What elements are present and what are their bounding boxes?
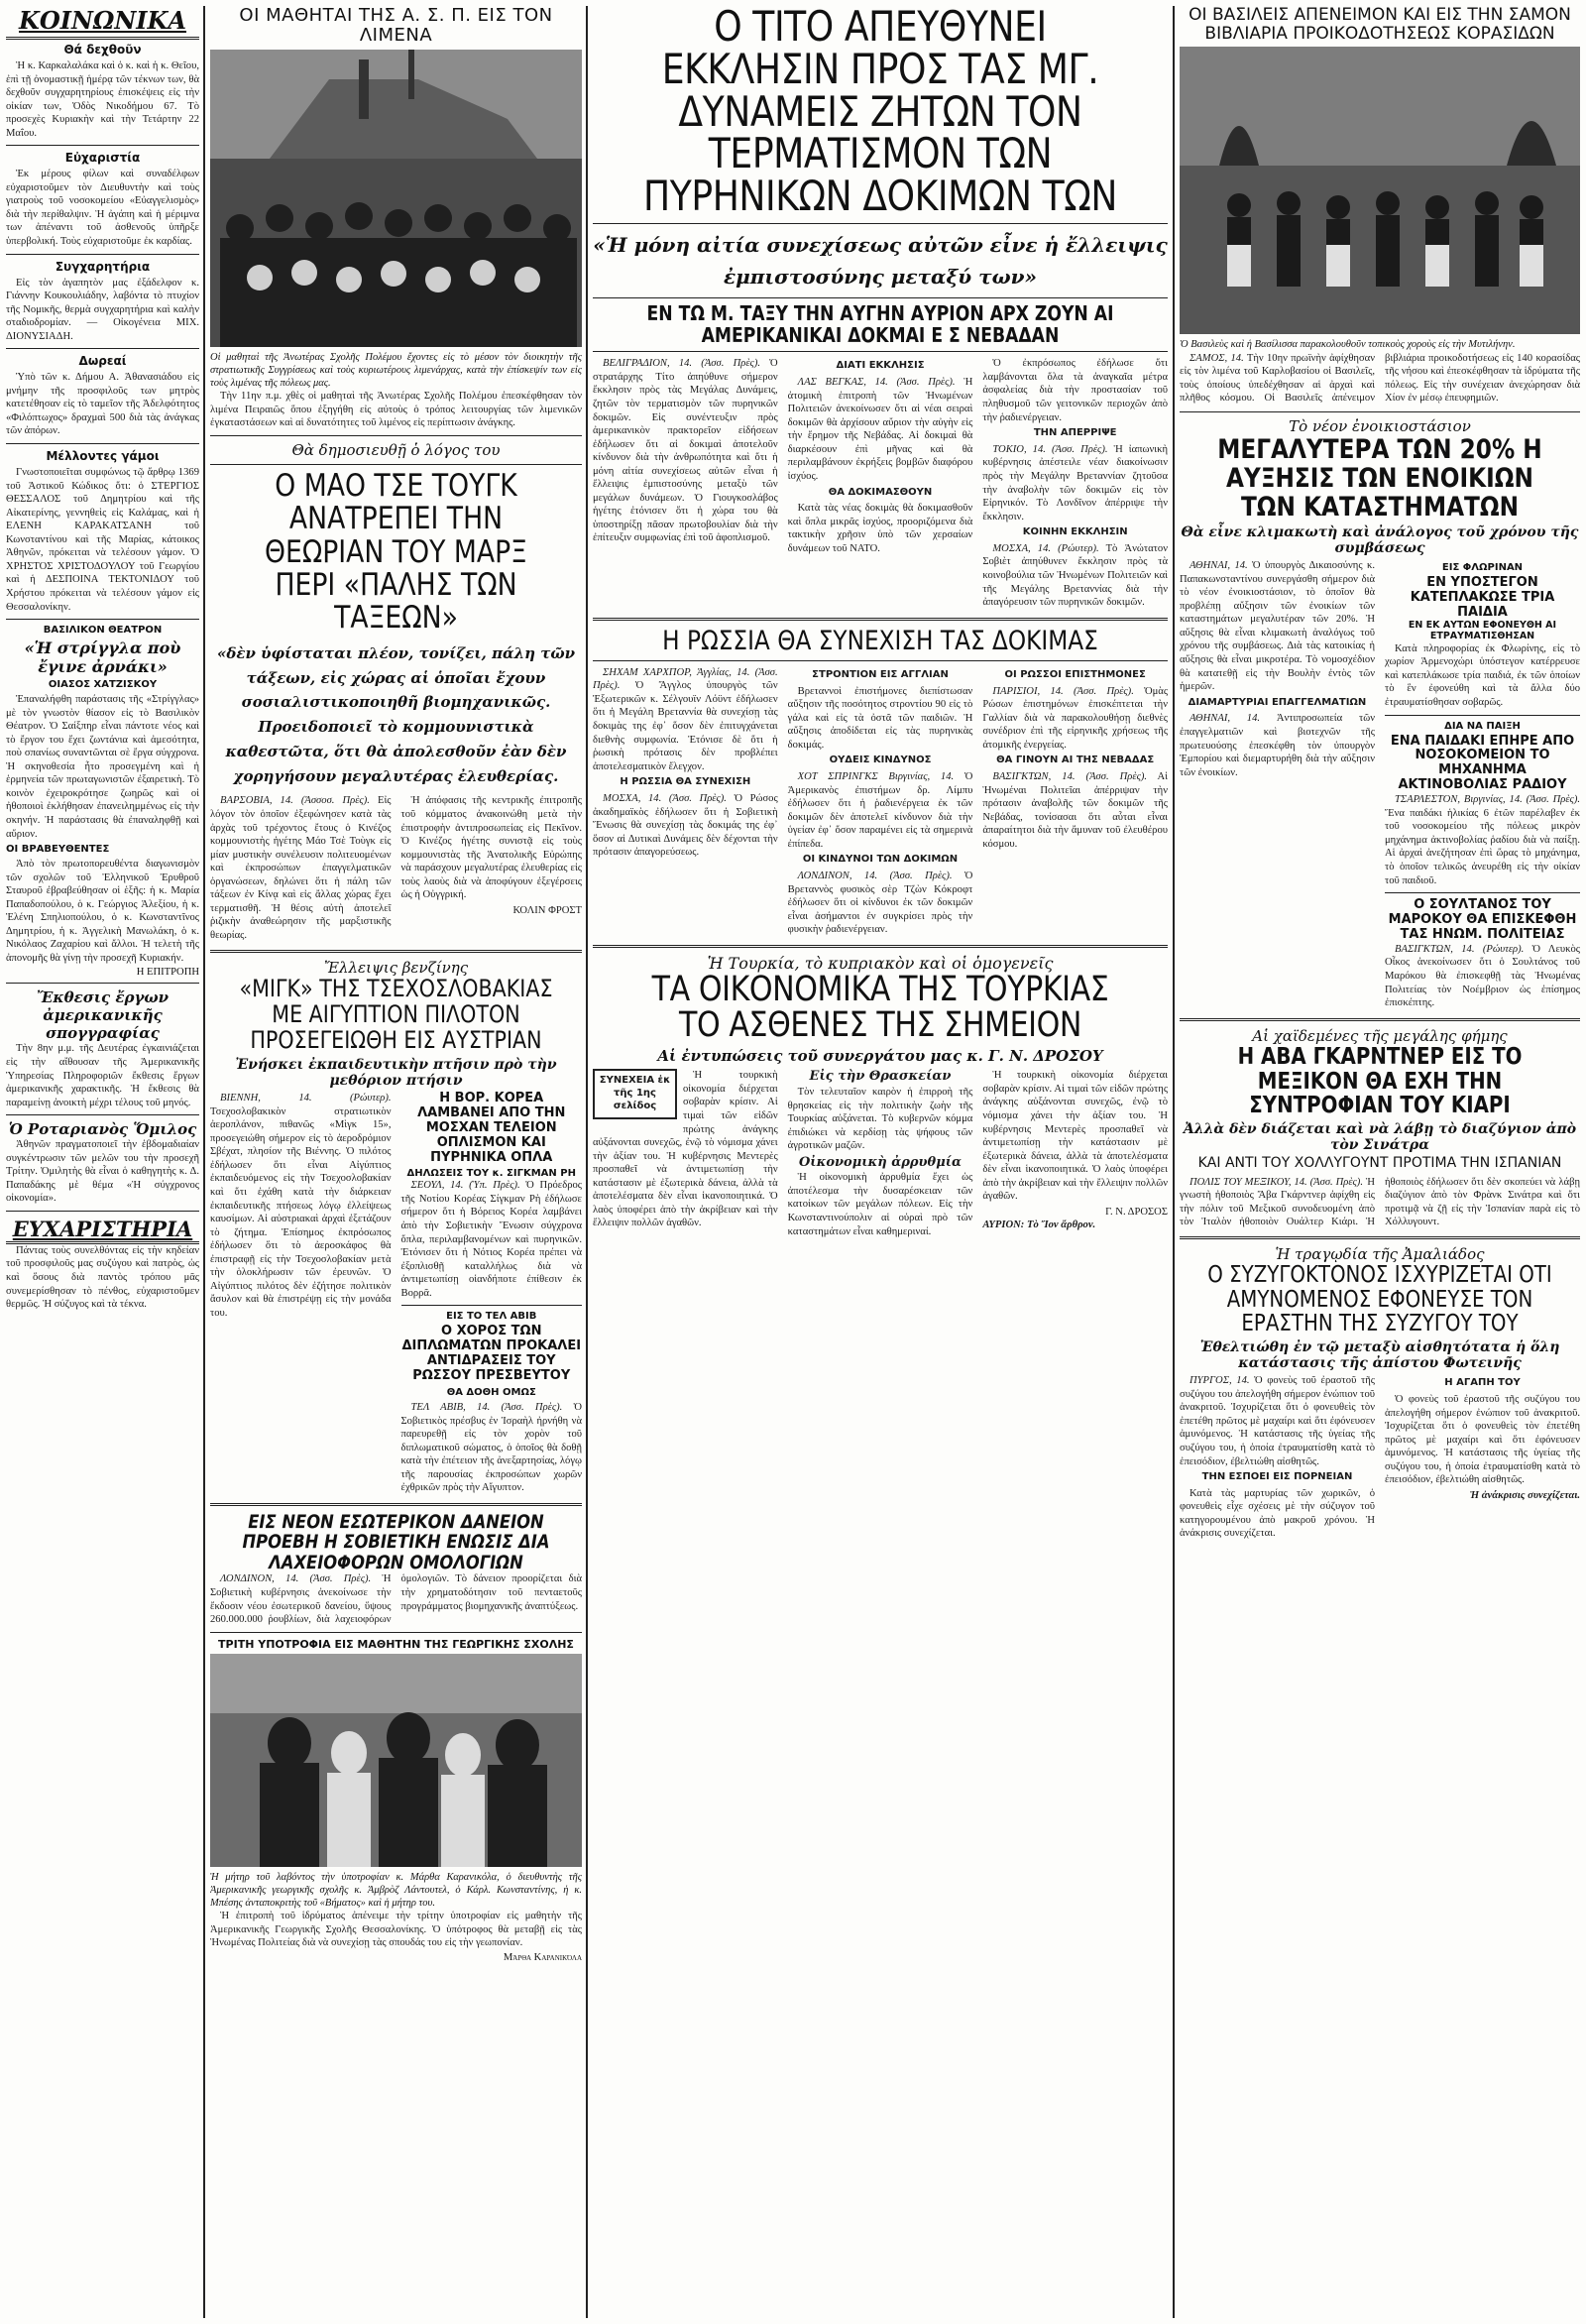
divider — [1180, 411, 1580, 412]
society-section — [6, 43, 199, 140]
dateline: ΧΟΤ ΣΠΡΙΝΓΚΣ Βιργινίας, 14. — [797, 771, 955, 783]
samos-photo — [1180, 47, 1580, 334]
telaviv-subtitle: ΘΑ ΔΟΘΗ ΟΜΩΣ — [446, 1387, 536, 1399]
section-title: Εὐχαριστία — [64, 151, 141, 166]
ava-kicker: Αἱ χαϊδεμένες τῆς μεγάλης φήμης — [1252, 1026, 1508, 1045]
mao-text-right: Ἡ ἀπόφασις τῆς κεντρικῆς ἐπιτροπῆς τοῦ κόμματος ἀνακοινώθη μετὰ τὴν ἐπιστροφὴν ἀντιπροσωπείας εἰς Πεκῖνον. Ὁ Κινέζος ἡγέτης συνιστᾷ εἰς τοὺς κομμουνιστὰς τῆς Ἀνατολικῆς Εὐρώπης νὰ παράσχουν μεγαλυτέρας ἐλευθερίας εἰς τοὺς λαοὺς διὰ νὰ ἀποφύγουν ἐξεγέρσεις ὡς ἡ Οὐγγρική. ΚΟΛΙΝ ΦΡΟΣΤ — [400, 795, 582, 916]
amaliada-title: Ο ΣΥΖΥΓΟΚΤΟΝΟΣ ΙΣΧΥΡΙΖΕΤΑΙ ΟΤΙ ΑΜΥΝΟΜΕΝΟΣ ΕΦΟΝΕΥΣΕ ΤΟΝ ΕΡΑΣΤΗΝ ΤΗΣ ΣΥΖΥΓΟΥ ΤΟΥ — [1207, 1261, 1552, 1337]
dateline: ΤΟΚΙΟ, 14. (Ἀσσ. Πρὲς). — [992, 443, 1108, 455]
rotary-text: Ἀθηνῶν πραγματοποιεῖ τὴν ἑβδομαδιαίαν συγκέντρωσιν τῶν μελῶν του τὴν προσεχῆ Τρίτην. Ὁμιλητὴς θὰ εἶναι ὁ καθηγητὴς κ. Δ. Παπαδάκης μὲ θέμα «Ἡ σύγχρονος οἰκονομία». — [6, 1139, 199, 1205]
dateline: ΜΟΣΧΑ, 14. (Ἀσσ. Πρὲς). — [603, 793, 727, 804]
russia-col-2: ΣΤΡΟΝΤΙΟΝ ΕΙΣ ΑΓΓΛΙΑΝ Βρεταννοὶ ἐπιστήμονες διεπίστωσαν αὔξησιν τῆς ποσότητος στροντίου 90 εἰς τὸ γάλα καὶ εἰς τὰ ὀστᾶ τῶν παιδιῶν. Ἡ αὔξησις ἀποδίδεται εἰς τὰς πυρηνικὰς δοκιμάς. ΟΥΔΕΙΣ ΚΙΝΔΥΝΟΣ ΧΟΤ ΣΠΡΙΝΓΚΣ Βιργινίας, 14. Ὁ Ἀμερικανὸς ἐπιστήμων δρ. Λίμπυ ἐδήλωσεν ὅτι ἡ ῥαδιενέργεια ἐκ τῶν δοκιμῶν δὲν ἀποτελεῖ κίνδυνον διὰ τὴν ὑγείαν ἐφ᾽ ὅσον παραμένει εἰς τὰ σημερινὰ ἐπίπεδα. ΟΙ ΚΙΝΔΥΝΟΙ ΤΩΝ ΔΟΚΙΜΩΝ ΛΟΝΔΙΝΟΝ, 14. (Ἀσσ. Πρὲς). Ὁ Βρεταννὸς φυσικὸς σὲρ Τζὼν Κόκροφτ ἐδήλωσεν ὅτι οἱ κίνδυνοι ἐκ τῶν δοκιμῶν εἶναι ἀσήμαντοι ἐν συγκρίσει πρὸς τὴν φυσικὴν ῥαδιενέργειαν. — [787, 668, 973, 936]
radio-text: ΤΣΑΡΛΕΣΤΟΝ, Βιργινίας, 14. (Ἀσσ. Πρὲς). Ἕνα παιδάκι ἡλικίας 6 ἐτῶν παρέλαβεν ἐκ τοῦ νοσοκομείου τῆς πόλεως μικρὸν μηχάνημα ἀκτινοβολίας ῥαδίου διὰ νὰ παίξῃ. Αἱ ἀρχαὶ ἀνεζήτησαν ἐπὶ ὥρας τὸ μηχάνημα, τὸ ὁποῖον τελικῶς ἀνευρέθη εἰς τὴν οἰκίαν τοῦ παιδιοῦ. — [1385, 794, 1580, 886]
korea-block — [401, 1092, 583, 1497]
naval-photo — [210, 50, 582, 347]
school-photo — [210, 1654, 582, 1867]
society-masthead: ΚΟΙΝΩΝΙΚΑ — [6, 6, 199, 40]
divider — [210, 1503, 582, 1506]
divider — [1180, 1236, 1580, 1239]
section-label: ΔΙΑΜΑΡΤΥΡΙΑΙ ΕΠΑΓΓΕΛΜΑΤΙΩΝ — [1188, 696, 1367, 708]
divider — [1385, 715, 1580, 716]
section-text: Ἡ κ. Καρκαλαλάκα καὶ ὁ κ. καὶ ἡ κ. Θεῖου, ἐπὶ τῇ ὀνομαστικῇ ἡμέρᾳ τῶν τέκνων των, θὰ δεχθοῦν συγχαρητηρίους ἐπισκέψεις εἰς τὴν οἰκίαν των, Ὁδὸς Νικοδήμου 67. Τὸ προσεχὲς Κυριακὴν καὶ τὴν Τετάρτην 22 Μαΐου. — [6, 60, 199, 139]
divider — [593, 351, 1168, 352]
column-rule — [586, 6, 588, 2318]
society-section — [6, 449, 199, 614]
section-label: ΘΑ ΓΙΝΟΥΝ ΑΙ ΤΗΣ ΝΕΒΑΔΑΣ — [996, 755, 1155, 766]
dateline: ΒΙΕΝΝΗ, 14. (Ρώυτερ). — [220, 1093, 392, 1104]
cast-text: Ἀπὸ τὸν πρωτοπορευθέντα διαγωνισμὸν τῶν σχολῶν τοῦ Ἐλληνικοῦ Ἐρυθροῦ Σταυροῦ ἐβραβεύθησαν οἱ ἑξῆς: ἡ κ. Μαρία Παπαδοπούλου, ὁ κ. Γεώργιος Ἀλεξίου, ἡ κ. Ἑλένη Σπηλιοπούλου, ὁ κ. Κωνσταντῖνος Δημητρίου, ἡ κ. Ἀγγελικὴ Μανωλάκη, ὁ κ. Νικόλαος Ζαχαρίου καὶ ἄλλοι. Ἡ τελετὴ τῆς ἀπονομῆς θὰ γίνῃ τὴν προσεχῆ Κυριακήν. — [6, 859, 199, 964]
ava-title: Η ΑΒΑ ΓΚΑΡΝΤΝΕΡ ΕΙΣ ΤΟ ΜΕΞΙΚΟΝ ΘΑ ΕΧΗ ΤΗΝ ΣΥΝΤΡΟΦΙΑΝ ΤΟΥ ΚΙΑΡΙ — [1237, 1043, 1523, 1119]
divider — [210, 1632, 582, 1633]
tito-body — [593, 357, 1168, 611]
section-label: Οἰκονομικὴ ἀρρυθμία — [798, 1154, 963, 1170]
naval-caption: Οἱ μαθηταὶ τῆς Ἀνωτέρας Σχολῆς Πολέμου ἔχοντες εἰς τὸ μέσον τὸν διοικητὴν τῆς στρατιωτικῆς Συγγρίσεως καὶ τοὺς κυριωτέρους λιμενάρχας, κατὰ τὴν ἐπίσκεψίν των εἰς τοὺς λιμένας τῆς πόλεως μας. — [210, 351, 582, 389]
tito-title: Ο ΤΙΤΟ ΑΠΕΥΘΥΝΕΙ ΕΚΚΛΗΣΙΝ ΠΡΟΣ ΤΑΣ ΜΓ. ΔΥΝΑΜΕΙΣ ΖΗΤΩΝ ΤΟΝ ΤΕΡΜΑΤΙΣΜΟΝ ΤΩΝ ΠΥΡΗΝΙΚΩΝ ΔΟΚΙΜΩΝ ΤΩΝ — [642, 6, 1118, 221]
rents-subtitle: Θὰ εἶνε κλιμακωτὴ καὶ ἀνάλογος τοῦ χρόνου τῆς συμβάσεως — [1181, 524, 1579, 557]
school-photo-image — [210, 1654, 582, 1867]
divider — [1180, 1018, 1580, 1021]
section-label: ΟΙ ΡΩΣΣΟΙ ΕΠΙΣΤΗΜΟΝΕΣ — [1004, 668, 1146, 680]
dateline: ΣΑΜΟΣ, 14. — [1190, 352, 1244, 364]
mao-text-left: ΒΑΡΣΟΒΙΑ, 14. (Ἀσσοσ. Πρὲς). Εἰς λόγον τὸν ὁποῖον ἐξεφώνησεν κατὰ τὰς ἀρχὰς τοῦ τρέχοντος ἔτους ὁ Κινέζος κομμουνιστὴς ἡγέτης Μάο Τσὲ Τοὺγκ εἰς μίαν μυστικὴν συνέλευσιν πολιτευομένων καὶ ἐκπροσώπων ἐπαγγελματικῶν ὀργανώσεων, δηλώνει ὅτι ἡ πάλη τῶν τάξεων ἐν Κίνᾳ καὶ εἰς ἄλλας χώρας ἔχει τερματισθῆ. Ἡ θέσις αὐτὴ ἀποτελεῖ ῥιζικὴν ἀναθεώρησιν τῆς μαρξιστικῆς θεωρίας. — [210, 795, 392, 941]
theatre-text: Ἐπαναλήφθη παράστασις τῆς «Στρίγγλας» μὲ τὸν γνωστὸν θίασον εἰς τὸ Βασιλικὸν Θέατρον. Ὁ Σαίξπηρ εἶναι πάντοτε νέος καὶ τὸ ἔργον του ἔχει ζωντάνια καὶ ἀμεσότητα, ποὺ σπανίως συναντῶνται σὲ ἔργα σύγχρονα. Ἡ σκηνοθεσία ἦτο προσεγμένη καὶ ἡ ἑρμηνεία τῶν πρωταγωνιστῶν ἐξαιρετικὴ. Τὸ κοινὸν ἐχειροκρότησε ζωηρῶς καὶ οἱ ἠθοποιοὶ ἐκλήθησαν ἐπανειλημμένως εἰς τὴν σκηνήν. Ἡ παράστασις θὰ ἐπαναληφθῇ καὶ αὔριον. — [6, 694, 199, 840]
ava-subhead: ΚΑΙ ΑΝΤΙ ΤΟΥ ΧΟΛΛΥΓΟΥΝΤ ΠΡΟΤΙΜΑ ΤΗΝ ΙΣΠΑΝΙΑΝ — [1197, 1155, 1562, 1172]
continued-box: ΣΥΝΕΧΕΙΑ ἐκ τῆς 1ης σελίδος — [593, 1069, 677, 1118]
rents-title: ΜΕΓΑΛΥΤΕΡΑ ΤΩΝ 20% Η ΑΥΞΗΣΙΣ ΤΩΝ ΕΝΟΙΚΙΩΝ ΤΩΝ ΚΑΤΑΣΤΗΜΑΤΩΝ — [1217, 433, 1542, 523]
divider — [593, 223, 1168, 224]
section-text: Εἰς τὸν ἀγαπητὸν μας ἐξάδελφον κ. Γιάννην Κουκουλιάδην, λαβόντα τὸ πτυχίον τῆς Νομικῆς, θερμὰ συγχαρητήρια καὶ καλὴν σταδιοδρομίαν. — Οἰκογένεια ΜΙΧ. ΔΙΟΝΥΣΙΑΔΗ. — [6, 277, 199, 342]
section-label: ΟΥΔΕΙΣ ΚΙΝΔΥΝΟΣ — [829, 755, 932, 766]
mig-title: «ΜΙΓΚ» ΤΗΣ ΤΣΕΧΟΣΛΟΒΑΚΙΑΣ ΜΕ ΑΙΓΥΠΤΙΟΝ ΠΙΛΟΤΟΝ ΠΡΟΣΕΓΕΙΩΘΗ ΕΙΣ ΑΥΣΤΡΙΑΝ — [239, 975, 553, 1055]
korea-text: ΣΕΟΥΛ, 14. (Ὑπ. Πρὲς). Ὁ Πρόεδρος τῆς Νοτίου Κορέας Σίγκμαν Ρὴ ἐδήλωσε σήμερον ὅτι ἡ Βόρειος Κορέα λαμβάνει ἀπὸ τὴν Σοβιετικὴν Ἕνωσιν σύγχρονα ὅπλα, περιλαμβανομένων καὶ πυρηνικῶν. Ἐτόνισεν ὅτι ἡ Νότιος Κορέα πρέπει νὰ ἐξοπλισθῇ καταλλήλως διὰ νὰ ἀντιμετωπίσῃ οἱανδήποτε ἐπίθεσιν ἐκ Βορρᾶ. — [400, 1180, 582, 1299]
section-text: Ἐκ μέρους φίλων καὶ συναδέλφων εὐχαριστοῦμεν τὸν Διευθυντὴν καὶ τοὺς γιατροὺς τοῦ νοσοκομείου «Εὐαγγελισμὸς» διὰ τὴν περίθαλψιν. Ἡ ἀγάπη καὶ ἡ μέριμνα των ἀπέναντι τοῦ ἀσθενοῦς ὑπῆρξε ὑπερβολική. Τοὺς εὐχαριστοῦμε ἐκ καρδίας. — [6, 169, 199, 248]
section-title: Συγχαρητήρια — [55, 259, 151, 274]
section-title: Δωρεαί — [78, 354, 127, 369]
divider — [593, 945, 1168, 948]
divider — [210, 435, 582, 436]
turkey-col-2: Εἰς τὴν Θρασκείαν Τὸν τελευταῖον καιρὸν ἡ ἐπιρροὴ τῆς θρησκείας εἰς τὴν πολιτικὴν ζωὴν τῆς Τουρκίας αὐξάνεται. Τὸ κυβερνῶν κόμμα ἐπιδιώκει νὰ κερδίσῃ τὰς ψήφους τῶν ἀγροτικῶν μαζῶν. Οἰκονομικὴ ἀρρυθμία Ἡ οἰκονομικὴ ἀρρυθμία ἔχει ὡς ἀποτέλεσμα τὴν δυσαρέσκειαν τῶν κατοίκων τῶν μεγάλων πόλεων. Εἰς τὴν Κωνσταντινούπολιν αἱ οὐραὶ πρὸ τῶν καταστημάτων εἶναι καθημεριναί. — [787, 1069, 973, 1237]
dateline: ΠΑΡΙΣΙΟΙ, 14. (Ἀσσ. Πρὲς). — [992, 685, 1134, 697]
column-three — [593, 6, 1168, 2318]
mao-subtitle: «δὲν ὑφίσταται πλέον, τονίζει, πάλη τῶν τάξεων, εἰς χώρας αἱ ὁποῖαι ἔχουν σοσιαλιστικοποιηθῆ βιομηχανικῶς. Προειδοποιεῖ τὸ κομμουνιστικὰ καθεστῶτα, ὅτι θὰ ἀπολεσθοῦν ἐὰν δὲν χορηγήσουν μεγαλυτέρας ἐλευθερίας. — [216, 643, 576, 785]
rents-body — [1180, 559, 1580, 1012]
telaviv-label: ΕΙΣ ΤΟ ΤΕΛ ΑΒΙΒ — [446, 1311, 537, 1323]
naval-text: Τὴν 11ην π.μ. χθὲς οἱ μαθηταὶ τῆς Ἀνωτέρας Σχολῆς Πολέμου ἐπεσκέφθησαν τὸν λιμένα Πειραιῶς ὅπου ἐξηγήθη εἰς αὐτοὺς ὁ τρόπος λειτουργίας τῶν λιμενικῶν ἐγκαταστάσεων καὶ αἱ δυνατότητες τοῦ λιμένος εἰς περίπτωσιν ἀνάγκης. — [210, 390, 582, 429]
florina-title: ΕΝ ΥΠΟΣΤΕΓΟΝ ΚΑΤΕΠΛΑΚΩΣΕ ΤΡΙΑ ΠΑΙΔΙΑ — [1410, 575, 1555, 621]
amaliada-subtitle: Ἐθελτιώθη ἐν τῷ μεταξὺ αἰσθητότατα ἡ ὅλη κατάστασις τῆς ἀπίστου Φωτεινῆς — [1199, 1339, 1560, 1372]
samos-text: ΣΑΜΟΣ, 14. Τὴν 10ην πρωϊνὴν ἀφίχθησαν εἰς τὸν λιμένα τοῦ Καρλοβασίου οἱ Βασιλεῖς, τοὺς ὁποίους ὑπεδέχθησαν αἱ ἀρχαὶ καὶ πλῆθος κόσμου. Οἱ Βασιλεῖς ἀπένειμον βιβλιάρια προικοδοτήσεως εἰς 140 κορασίδας τῆς νήσου καὶ ἐπεσκέφθησαν τὰ ἱδρύματα τῆς πόλεως. Εἰς τὴν συνέχειαν ἀνεχώρησαν διὰ Χίον ἐν μέσῳ ἐπευφημιῶν. — [1180, 352, 1580, 405]
thanks-masthead: ΕΥΧΑΡΙΣΤΗΡΙΑ — [6, 1217, 199, 1244]
column-two — [210, 6, 582, 2318]
mig-korea-body — [210, 1092, 582, 1497]
amaliada-text: ΠΥΡΓΟΣ, 14. Ὁ φονεὺς τοῦ ἐραστοῦ τῆς συζύγου του ἀπελογήθη σήμερον ἐνώπιον τοῦ ἀνακριτοῦ. Ἰσχυρίζεται ὅτι ὁ φονευθεὶς τὸν ἐπετέθη πρῶτος μὲ μαχαίρι καὶ ὅτι ἐφόνευσεν ἀμυνόμενος. Ἡ κατάστασις τῆς ὑγείας τῆς συζύγου του, ἡ ὁποία ἐτραυματίσθη κατὰ τὸ ἐπεισόδιον, ἐβελτιώθη αἰσθητῶς. ΤΗΝ ΕΣΠΟΕΙ ΕΙΣ ΠΟΡΝΕΙΑΝ Κατὰ τὰς μαρτυρίας τῶν χωρικῶν, ὁ φονευθεὶς εἶχε σχέσεις μὲ τὴν σύζυγον τοῦ κατηγορουμένου ἀπὸ μακροῦ χρόνου. Ἡ ἀνάκρισις συνεχίζεται. — [1180, 1375, 1376, 1540]
divider — [6, 145, 199, 146]
divider — [6, 619, 199, 620]
divider — [6, 348, 199, 349]
dateline: ΤΣΑΡΛΕΣΤΟΝ, Βιργινίας, 14. (Ἀσσ. Πρὲς). — [1395, 794, 1580, 806]
tito-subtitle: «Ἡ μόνη αἰτία συνεχίσεως αὐτῶν εἶνε ἡ ἔλλειψις ἐμπιστοσύνης μεταξύ των» — [593, 233, 1168, 290]
mig-kicker: Ἔλλειψις βενζίνης — [323, 959, 469, 978]
column-four — [1180, 6, 1580, 2318]
divider — [593, 618, 1168, 621]
turkey-body — [593, 1069, 1168, 1240]
dateline: ΣΕΟΥΛ, 14. (Ὑπ. Πρὲς). — [410, 1180, 520, 1192]
divider — [1385, 892, 1580, 893]
amaliada-kicker: Ἡ τραγῳδία τῆς Ἀμαλιάδος — [1275, 1244, 1485, 1263]
russia-col-3: ΟΙ ΡΩΣΣΟΙ ΕΠΙΣΤΗΜΟΝΕΣ ΠΑΡΙΣΙΟΙ, 14. (Ἀσσ. Πρὲς). Ὁμὰς Ρώσων ἐπιστημόνων ἐπισκέπτεται τὴν Γαλλίαν διὰ νὰ παρακολουθήσῃ διεθνὲς συνέδριον ἐπὶ τῆς εἰρηνικῆς χρήσεως τῆς ἀτομικῆς ἐνεργείας. ΘΑ ΓΙΝΟΥΝ ΑΙ ΤΗΣ ΝΕΒΑΔΑΣ ΒΑΣΙΓΚΤΩΝ, 14. (Ἀσσ. Πρὲς). Αἱ Ἡνωμέναι Πολιτεῖαι ἀπέρριψαν τὴν πρότασιν ἀναβολῆς τῶν δοκιμῶν τῆς Νεβάδας, τονίσασαι ὅτι αὗται εἶναι ἀπαραίτητοι διὰ τὴν ἄμυναν τοῦ ἐλευθέρου κόσμου. — [982, 668, 1168, 850]
section-text: Γνωστοποιεῖται συμφώνως τῷ ἄρθρῳ 1369 τοῦ Ἀστικοῦ Κώδικος ὅτι: ὁ ΣΤΕΡΓΙΟΣ ΘΕΣΣΑΛΟΣ τοῦ Δημητρίου καὶ τῆς Αἰκατερίνης, γεννηθεὶς εἰς Καλάμας, καὶ ἡ ΕΛΕΝΗ ΚΑΡΑΚΑΤΣΑΝΗ τοῦ Κωνσταντίνου καὶ τῆς Μαρίας, κάτοικος Ἀθηνῶν, πρόκειται νὰ τελέσουν γάμον. Ὁ ΧΡΗΣΤΟΣ ΧΡΙΣΤΟΔΟΥΛΟΥ τοῦ Γεωργίου καὶ ἡ ΔΕΣΠΟΙΝΑ ΤΕΚΤΟΝΙΔΟΥ τοῦ Χρήστου πρόκειται νὰ τελέσουν γάμον εἰς Θεσσαλονίκην. — [6, 467, 199, 613]
naval-title: ΟΙ ΜΑΘΗΤΑΙ ΤΗΣ Α. Σ. Π. ΕΙΣ ΤΟΝ ΛΙΜΕΝΑ — [239, 6, 553, 46]
section-label: Η ΑΓΑΠΗ ΤΟΥ — [1444, 1377, 1521, 1389]
russia-body — [593, 666, 1168, 939]
divider — [6, 983, 199, 984]
florina-label: ΕΙΣ ΦΛΩΡΙΝΑΝ — [1441, 562, 1524, 574]
turkey-footer: ΑΥΡΙΟΝ: Τὸ Ἴον ἄρθρον. — [982, 1220, 1096, 1231]
dateline: ΒΑΣΙΓΚΤΩΝ, 14. (Ἀσσ. Πρὲς). — [992, 771, 1148, 783]
section-label: ΔΙΑΤΙ ΕΚΚΛΗΣΙΣ — [836, 360, 925, 372]
ava-subtitle: Ἀλλὰ δὲν διάζεται καὶ νὰ λάβῃ τὸ διαζύγιον ἀπὸ τὸν Σινάτρα — [1183, 1121, 1577, 1154]
divider — [210, 950, 582, 953]
dateline: ΤΕΛ ΑΒΙΒ, 14. (Ἀσσ. Πρὲς). — [410, 1402, 563, 1414]
turkey-col-1: ΣΥΝΕΧΕΙΑ ἐκ τῆς 1ης σελίδος Ἡ τουρκικὴ οἰκονομία διέρχεται σοβαρὰν κρίσιν. Αἱ τιμαὶ τῶν εἰδῶν πρώτης ἀνάγκης αὐξάνονται συνεχῶς, ἐνῷ τὸ νόμισμα χάνει τὴν ἀξίαν του. Ἡ κυβέρνησις Μεντερὲς προσπαθεῖ νὰ ἀντιμετωπίσῃ τὴν κατάστασιν μὲ ἐξωτερικὰ δάνεια, ἀλλὰ τὰ ἀποτελέσματα δὲν εἶναι ἱκανοποιητικά. Ὁ λαὸς ὑποφέρει ἀπὸ τὴν ἀκρίβειαν καὶ τὴν ἔλλειψιν πολλῶν ἀγαθῶν. — [593, 1070, 778, 1229]
florina-subtitle: ΕΝ ΕΚ ΑΥΤΩΝ ΕΦΟΝΕΥΘΗ ΑΙ ΕΤΡΑΥΜΑΤΙΣΘΗΣΑΝ — [1408, 619, 1557, 641]
dateline: ΛΟΝΔΙΝΟΝ, 14. (Ἀσσ. Πρὲς). — [797, 871, 953, 882]
section-text: Ὑπὸ τῶν κ. Δήμου Α. Ἀθανασιάδου εἰς μνήμην τῆς προσφιλοῦς των μητρὸς κατετέθησαν εἰς τὸ ταμεῖον τῆς Ἀδελφότητος «Φιλόπτωχος» δραχμαὶ 500 διὰ τὰς ἀνάγκας τῶν ἀπόρων. — [6, 372, 199, 437]
radio-title: ΕΝΑ ΠΑΙΔΑΚΙ ΕΠΗΡΕ ΑΠΟ ΝΟΣΟΚΟΜΕΙΟΝ ΤΟ ΜΗΧΑΝΗΜΑ ΑΚΤΙΝΟΒΟΛΙΑΣ ΡΑΔΙΟΥ — [1390, 733, 1575, 793]
thanks-text: Πάντας τοὺς συνελθόντας εἰς τὴν κηδείαν τοῦ προσφιλοῦς μας συζύγου καὶ πατρὸς, ὡς καὶ ὅσους διὰ παντὸς τρόπου μᾶς συνεμερίσθησαν τὸ πένθος, εὐχαριστοῦμεν θερμῶς. Ἡ σύζυγος καὶ τὰ τέκνα. — [6, 1244, 199, 1311]
dateline: ΑΘΗΝΑΙ, 14. — [1190, 713, 1261, 725]
florina-text: Κατὰ πληροφορίας ἐκ Φλωρίνης, εἰς τὸ χωρίον Ἀρμενοχώρι ὑπόστεγον κατέρρευσε καὶ κατεπλάκωσε τρία παιδιά, ἐκ τῶν ὁποίων τὸ ἓν ἐφονεύθη καὶ τὰ ἄλλα δύο ἐτραυματίσθησαν σοβαρῶς. — [1385, 642, 1580, 708]
samos-photo-image — [1180, 47, 1580, 334]
section-label: ΣΤΡΟΝΤΙΟΝ ΕΙΣ ΑΓΓΛΙΑΝ — [812, 668, 949, 680]
samos-title: ΟΙ ΒΑΣΙΛΕΙΣ ΑΠΕΝΕΙΜΟΝ ΚΑΙ ΕΙΣ ΤΗΝ ΣΑΜΟΝ ΒΙΒΛΙΑΡΙΑ ΠΡΟΙΚΟΔΟΤΗΣΕΩΣ ΚΟΡΑΣΙΔΩΝ — [1189, 6, 1571, 44]
dateline: ΜΟΣΧΑ, 14. (Ρώυτερ). — [992, 542, 1099, 554]
signature: Η ΕΠΙΤΡΟΠΗ — [136, 967, 199, 979]
exhibit-title: Ἔκθεσις ἔργων ἀμερικανικῆς σπογγραφίας — [36, 988, 170, 1043]
amaliada-footer: Ἡ ἀνάκρισις συνεχίζεται. — [1469, 1489, 1580, 1501]
amaliada-text-2: Η ΑΓΑΠΗ ΤΟΥ Ὁ φονεὺς τοῦ ἐραστοῦ τῆς συζύγου του ἀπελογήθη σήμερον ἐνώπιον τοῦ ἀνακριτοῦ. Ἰσχυρίζεται ὅτι ὁ φονευθεὶς τὸν ἐπετέθη πρῶτος μὲ μαχαίρι καὶ ὅτι ἐφόνευσεν ἀμυνόμενος. Ἡ κατάστασις τῆς ὑγείας τῆς συζύγου του, ἡ ὁποία ἐτραυματίσθη κατὰ τὸ ἐπεισόδιον, ἐβελτιώθη αἰσθητῶς. Ἡ ἀνάκρισις συνεχίζεται. — [1385, 1377, 1580, 1501]
rents-kicker: Τὸ νέον ἐνοικιοστάσιον — [1289, 416, 1471, 435]
dateline: ΛΑΣ ΒΕΓΚΑΣ, 14. (Ἀσσ. Πρὲς). — [797, 377, 956, 389]
telaviv-title: Ο ΧΟΡΟΣ ΤΩΝ ΔΙΠΛΩΜΑΤΩΝ ΠΡΟΚΑΛΕΙ ΑΝΤΙΔΡΑΣΕΙΣ ΤΟΥ ΡΩΣΣΟΥ ΠΡΕΣΒΕΥΤΟΥ — [401, 1324, 582, 1384]
telaviv-text: ΤΕΛ ΑΒΙΒ, 14. (Ἀσσ. Πρὲς). Ὁ Σοβιετικὸς πρέσβυς ἐν Ἰσραὴλ ἠρνήθη νὰ παρευρεθῇ εἰς τὸν χορὸν τοῦ διπλωματικοῦ σώματος, ὁ ὁποῖος θὰ δοθῇ κατὰ τὴν ἐπέτειον τῆς ἀνεξαρτησίας, λόγῳ τῆς παρουσίας ἐκπροσώπων χωρῶν ἐχθρικῶν πρὸς τὴν Αἴγυπτον. — [400, 1402, 582, 1494]
dateline: ΒΕΛΙΓΡΑΔΙΟΝ, 14. (Ἀσσ. Πρὲς). — [603, 358, 761, 370]
mao-body — [210, 794, 582, 944]
signature: ΚΟΛΙΝ ΦΡΟΣΤ — [512, 904, 582, 916]
turkey-kicker: Ἡ Τουρκία, τὸ κυπριακὸν καὶ οἱ ὁμογενεῖς — [707, 953, 1054, 973]
divider — [6, 1211, 199, 1212]
turkey-title: ΤΑ ΟΙΚΟΝΟΜΙΚΑ ΤΗΣ ΤΟΥΡΚΙΑΣ ΤΟ ΑΣΘΕΝΕΣ ΤΗΣ ΣΗΜΕΙΟΝ — [651, 969, 1109, 1045]
radio-label: ΔΙΑ ΝΑ ΠΑΙΞΗ — [1444, 720, 1521, 732]
russia-title: Η ΡΩΣΣΙΑ ΘΑ ΣΥΝΕΧΙΣΗ ΤΑΣ ΔΟΚΙΜΑΣ — [662, 625, 1098, 656]
section-label: ΤΗΝ ΕΣΠΟΕΙ ΕΙΣ ΠΟΡΝΕΙΑΝ — [1201, 1471, 1353, 1483]
divider — [593, 660, 1168, 661]
morocco-title: Ο ΣΟΥΛΤΑΝΟΣ ΤΟΥ ΜΑΡΟΚΟΥ ΘΑ ΕΠΙΣΚΕΦΘΗ ΤΑΣ ΗΝΩΜ. ΠΟΛΙΤΕΙΑΣ — [1388, 897, 1577, 942]
theatre-byline: ΟΙΑΣΟΣ ΧΑΤΖΙΣΚΟΥ — [48, 679, 158, 691]
dateline: ΒΑΡΣΟΒΙΑ, 14. (Ἀσσοσ. Πρὲς). — [220, 795, 370, 807]
rents-side — [1385, 559, 1580, 1012]
divider — [210, 464, 582, 465]
section-label: ΚΟΙΝΗΝ ΕΚΚΛΗΣΙΝ — [1022, 526, 1128, 538]
society-column — [6, 6, 199, 2318]
school-text: Ἡ ἐπιτροπὴ τοῦ ἱδρύματος ἀπένειμε τὴν τρίτην ὑποτροφίαν εἰς μαθητὴν τῆς Ἀμερικανικῆς Γεωργικῆς Σχολῆς Θεσσαλονίκης. Ὁ ὑπότροφος θὰ μεταβῇ εἰς τὰς Ἡνωμένας Πολιτείας διὰ νὰ συνεχίσῃ τὰς σπουδάς του εἰς τὴν γεωπονίαν. — [210, 1910, 582, 1949]
cast-title: ΟΙ ΒΡΑΒΕΥΘΕΝΤΕΣ — [6, 844, 110, 856]
theatre-title: «Ἡ στρίγγλα ποὺ ἔγινε ἀρνάκι» — [24, 639, 181, 677]
section-title: Θά δεχθοῦν — [63, 43, 142, 57]
section-label: ΤΗΝ ΑΠΕΡΡΙΨΕ — [1033, 427, 1117, 439]
naval-photo-image — [210, 50, 582, 347]
russia-col-1: ΣΗΧΑΜ ΧΑΡΧΠΟΡ, Ἀγγλίας, 14. (Ἀσσ. Πρὲς). Ὁ Ἄγγλος ὑπουργὸς τῶν Ἐξωτερικῶν κ. Σέλγουϊν Λόϋντ ἐδήλωσεν ὅτι ἡ Μεγάλη Βρεταννία θὰ συνεχίσῃ τὰς δοκιμὰς της ἐφ᾽ ὅσον δὲν ἐπιτυγχάνεται διεθνὴς συμφωνία. Ἐτόνισε δὲ ὅτι ἡ ῥωσικὴ πρότασις δὲν προβλέπει ἀποτελεσματικὸν ἔλεγχον. Η ΡΩΣΣΙΑ ΘΑ ΣΥΝΕΧΙΣΗ ΜΟΣΧΑ, 14. (Ἀσσ. Πρὲς). Ὁ Ρώσος ἀκαδημαϊκὸς ἐδήλωσεν ὅτι ἡ Σοβιετικὴ Ἕνωσις θὰ συνεχίσῃ τὰς δοκιμάς της ἐφ᾽ ὅσον αἱ Δυτικαὶ Δυνάμεις δὲν δέχονται τὴν πρότασιν ἀπαγορεύσεως. — [593, 666, 778, 859]
divider — [6, 443, 199, 444]
turkey-col-3: Ἡ τουρκικὴ οἰκονομία διέρχεται σοβαρὰν κρίσιν. Αἱ τιμαὶ τῶν εἰδῶν πρώτης ἀνάγκης αὐξάνονται συνεχῶς, ἐνῷ τὸ νόμισμα χάνει τὴν ἀξίαν του. Ἡ κυβέρνησις Μεντερὲς προσπαθεῖ νὰ ἀντιμετωπίσῃ τὴν κατάστασιν μὲ ἐξωτερικὰ δάνεια, ἀλλὰ τὰ ἀποτελέσματα δὲν εἶναι ἱκανοποιητικά. Ὁ λαὸς ὑποφέρει ἀπὸ τὴν ἀκρίβειαν καὶ τὴν ἔλλειψιν πολλῶν ἀγαθῶν. Γ. Ν. ΔΡΟΣΟΣ ΑΥΡΙΟΝ: Τὸ Ἴον ἄρθρον. — [982, 1070, 1168, 1231]
dateline: ΠΟΛΙΣ ΤΟΥ ΜΕΞΙΚΟΥ, 14. (Ἀσσ. Πρὲς). — [1190, 1176, 1363, 1188]
column-rule — [203, 6, 205, 2318]
dateline: ΛΟΝΔΙΝΟΝ, 14. (Ἀσσ. Πρὲς). — [220, 1573, 372, 1585]
morocco-text: ΒΑΣΙΓΚΤΩΝ, 14. (Ρώυτερ). Ὁ Λευκὸς Οἶκος ἀνεκοίνωσεν ὅτι ὁ Σουλτάνος τοῦ Μαρόκου θὰ ἐπισκεφθῇ τὰς Ἡνωμένας Πολιτείας τὸν Νοέμβριον ὡς ἐπίσημος ἐπισκέπτης. — [1385, 943, 1580, 1009]
dateline: ΣΗΧΑΜ ΧΑΡΧΠΟΡ, Ἀγγλίας, 14. (Ἀσσ. Πρὲς). — [593, 666, 778, 692]
column-rule — [1173, 6, 1175, 2318]
exhibit-text: Τὴν 8ην μ.μ. τῆς Δευτέρας ἐγκαινιάζεται εἰς τὴν αἴθουσαν τῆς Ἀμερικανικῆς Ὑπηρεσίας Πληροφοριῶν ἔκθεσις ἔργων ἀμερικανικῆς χαρακτικῆς. Ἡ ἔκθεσις θὰ παραμείνῃ ἀνοικτὴ μέχρι τέλους τοῦ μηνός. — [6, 1043, 199, 1108]
mao-kicker: Θὰ δημοσιευθῇ ὁ λόγος του — [291, 440, 501, 459]
amaliada-body — [1180, 1374, 1580, 1543]
divider — [6, 254, 199, 255]
school-caption: Ἡ μήτηρ τοῦ λαβόντος τὴν ὑποτροφίαν κ. Μάρθα Καρανικόλα, ὁ διευθυντὴς τῆς Ἀμερικανικῆς γεωργικῆς σχολῆς κ. Ἀμβρὸζ Λάντουτελ, ὁ Κάρλ. Κωνσταντίνης, ἡ κ. Μπέσης ἀνταποκριτὴς τοῦ «Βήματος» καὶ ἡ μήτηρ του. — [210, 1871, 582, 1909]
tito-col-2: ΔΙΑΤΙ ΕΚΚΛΗΣΙΣ ΛΑΣ ΒΕΓΚΑΣ, 14. (Ἀσσ. Πρὲς). Ἡ ἀτομικὴ ἐπιτροπὴ τῶν Ἡνωμένων Πολιτειῶν ἀνεκοίνωσεν ὅτι αἱ νέαι σειραὶ δοκιμῶν θὰ ἀρχίσουν αὔριον τὴν αὐγὴν εἰς τὴν ἔρημον τῆς Νεβάδας. Αἱ δοκιμαὶ θὰ διαρκέσουν ἐπὶ μῆνας καὶ θὰ περιλαμβάνουν ἐκρήξεις βομβῶν διαφόρου ἰσχύος. ΘΑ ΔΟΚΙΜΑΣΘΟΥΝ Κατὰ τὰς νέας δοκιμὰς θὰ δοκιμασθοῦν καὶ ὅπλα μικρᾶς ἰσχύος, προοριζόμενα διὰ τακτικὴν χρῆσιν ὑπὸ τῶν χερσαίων δυνάμεων τοῦ ΝΑΤΟ. — [787, 360, 973, 554]
divider — [401, 1305, 583, 1306]
society-section — [6, 260, 199, 344]
section-label: Η ΡΩΣΣΙΑ ΘΑ ΣΥΝΕΧΙΣΗ — [620, 776, 751, 788]
divider — [6, 1114, 199, 1115]
rotary-title: Ὁ Ροταριανὸς Ὅμιλος — [8, 1120, 197, 1139]
mao-title: Ο ΜΑΟ ΤΣΕ ΤΟΥΓΚ ΑΝΑΤΡΕΠΕΙ ΤΗΝ ΘΕΩΡΙΑΝ ΤΟΥ ΜΑΡΞ ΠΕΡΙ «ΠΑΛΗΣ ΤΩΝ ΤΑΞΕΩΝ» — [265, 467, 527, 637]
dateline: ΠΥΡΓΟΣ, 14. — [1190, 1375, 1250, 1387]
section-label: ΘΑ ΔΟΚΙΜΑΣΘΟΥΝ — [828, 486, 933, 498]
soviet-loan-title: ΕΙΣ ΝΕΟΝ ΕΣΩΤΕΡΙΚΟΝ ΔΑΝΕΙΟΝ ΠΡΟΕΒΗ Η ΣΟΒΙΕΤΙΚΗ ΕΝΩΣΙΣ ΔΙΑ ΛΑΧΕΙΟΦΟΡΩΝ ΟΜΟΛΟΓΙΩΝ — [242, 1510, 550, 1573]
tito-col-3: Ὁ ἐκπρόσωπος ἐδήλωσε ὅτι λαμβάνονται ὅλα τὰ ἀναγκαῖα μέτρα ἀσφαλείας διὰ τὴν προστασίαν τοῦ πληθυσμοῦ τῶν γειτονικῶν περιοχῶν ἀπὸ τὴν ῥαδιενέργειαν. ΤΗΝ ΑΠΕΡΡΙΨΕ ΤΟΚΙΟ, 14. (Ἀσσ. Πρὲς). Ἡ ἰαπωνικὴ κυβέρνησις ἀπέστειλε νέαν διακοίνωσιν πρὸς τὴν Μεγάλην Βρεταννίαν ζητοῦσα τὴν ἀναβολὴν τῶν δοκιμῶν εἰς τὸν Εἰρηνικόν. Τὸ Λονδῖνον ἀπέρριψε τὴν ἔκκλησιν. ΚΟΙΝΗΝ ΕΚΚΛΗΣΙΝ ΜΟΣΧΑ, 14. (Ρώυτερ). Τὸ Ἀνώτατον Σοβιὲτ ἀπηύθυνεν ἔκκλησιν πρὸς τὰ κοινοβούλια τῶν Ἡνωμένων Πολιτειῶν καὶ τῆς Μεγάλης Βρεταννίας διὰ τὴν ἀπαγόρευσιν τῶν πυρηνικῶν δοκιμῶν. — [982, 358, 1168, 609]
turkey-subtitle: Αἱ ἐντυπώσεις τοῦ συνεργάτου μας κ. Γ. Ν. ΔΡΟΣΟΥ — [657, 1047, 1103, 1066]
korea-subtitle: ΔΗΛΩΣΕΙΣ ΤΟΥ κ. ΣΙΓΚΜΑΝ ΡΗ — [406, 1167, 576, 1179]
school-title: ΤΡΙΤΗ ΥΠΟΤΡΟΦΙΑ ΕΙΣ ΜΑΘΗΤΗΝ ΤΗΣ ΓΕΩΡΓΙΚΗΣ ΣΧΟΛΗΣ — [218, 1637, 574, 1651]
mig-subtitle: Ἐνήσκει ἐκπαιδευτικὴν πτῆσιν πρὸ τὴν μεθόριον πτήσιν — [235, 1057, 557, 1090]
tito-subhead: ΕΝ ΤΩ Μ. ΤΑΞΥ ΤΗΝ ΑΥΓΗΝ ΑΥΡΙΟΝ ΑΡΧ ΖΟΥΝ ΑΙ ΑΜΕΡΙΚΑΝΙΚΑΙ ΔΟΚΜΑΙ Ε Σ ΝΕΒΑΔΑΝ — [646, 301, 1114, 347]
section-title: Μέλλοντες γάμοι — [46, 449, 160, 464]
theatre-label: ΒΑΣΙΛΙΚΟΝ ΘΕΑΤΡΟΝ — [43, 625, 163, 637]
section-label: Εἰς τὴν Θρασκείαν — [809, 1069, 952, 1085]
korea-title: Η ΒΟΡ. ΚΟΡΕΑ ΛΑΜΒΑΝΕΙ ΑΠΟ ΤΗΝ ΜΟΣΧΑΝ ΤΕΛΕΙΟΝ ΟΠΛΙΣΜΟΝ ΚΑΙ ΠΥΡΗΝΙΚΑ ΟΠΛΑ — [417, 1091, 566, 1165]
samos-caption: Ὁ Βασιλεὺς καὶ ἡ Βασίλισσα παρακολουθοῦν τοπικοὺς χοροὺς εἰς τὴν Μυτιλήνην. — [1180, 339, 1516, 351]
section-label: ΟΙ ΚΙΝΔΥΝΟΙ ΤΩΝ ΔΟΚΙΜΩΝ — [802, 854, 959, 866]
mig-text: ΒΙΕΝΝΗ, 14. (Ρώυτερ). Τσεχοσλοβακικὸν στρατιωτικὸν ἀεροπλάνον, πιθανῶς «Μὶγκ 15», προσεγειώθη σήμερον εἰς τὸ ἀεροδρόμιον Σβέχατ, πλησίον τῆς Βιέννης. Ὁ πιλότος ἐδήλωσεν ὅτι εἶναι Αἰγύπτιος ἐκπαιδευόμενος εἰς τὴν Τσεχοσλοβακίαν καὶ ὅτι ἐχάθη κατὰ τὴν διάρκειαν ἐκπαιδευτικῆς πτήσεως λόγῳ ἐλλείψεως καυσίμων. Αἱ αὐστριακαὶ ἀρχαὶ ἐξετάζουν τὸ ζήτημα. Ἐπίσημος ἐκπρόσωπος ἐδήλωσεν ὅτι τὸ ἀεροσκάφος θὰ ἐπιστραφῇ εἰς τὴν Τσεχοσλοβακίαν μετὰ τὴν ὁλοκλήρωσιν τῶν ἐρευνῶν. Ὁ Αἰγύπτιος πιλότος δὲν ἐζήτησε πολιτικὸν ἄσυλον καὶ θὰ ἐπιστρέψῃ εἰς τὴν μονάδα του. — [210, 1093, 392, 1319]
tito-col-1: ΒΕΛΙΓΡΑΔΙΟΝ, 14. (Ἀσσ. Πρὲς). Ὁ στρατάρχης Τίτο ἀπηύθυνε σήμερον ἔκκλησιν πρὸς τὰς Μεγάλας Δυνάμεις, ζητῶν τὸν τερματισμὸν τῶν πυρηνικῶν δοκιμῶν. Εἰς συνέντευξιν πρὸς ἀμερικανικὸν πρακτορεῖον εἰδήσεων ἐδήλωσεν ὅτι αἱ δοκιμαὶ ἀποτελοῦν κίνδυνον διὰ τὴν ἀνθρωπότητα καὶ ὅτι ἡ μόνη αἰτία συνεχίσεως αὐτῶν εἶναι ἡ ἔλλειψις ἐμπιστοσύνης μεταξὺ τῶν μεγάλων δυνάμεων. Ὁ Γιουγκοσλάβος ἡγέτης ἐτόνισεν ὅτι ἡ χώρα του θὰ ὑποστηρίξῃ πᾶσαν πρωτοβουλίαν διὰ τὴν ἐπίτευξιν συμφωνίας ἐπὶ τοῦ ἀφοπλισμοῦ. — [593, 358, 778, 544]
ava-text: ΠΟΛΙΣ ΤΟΥ ΜΕΞΙΚΟΥ, 14. (Ἀσσ. Πρὲς). Ἡ γνωστὴ ἠθοποιὸς Ἄβα Γκάρντνερ ἀφίχθη εἰς τὴν πόλιν τοῦ Μεξικοῦ συνοδευομένη ἀπὸ τὸν Ἰταλὸν ἠθοποιὸν Ουάλτερ Κιάρι. Ἡ ἠθοποιὸς ἐδήλωσεν ὅτι δὲν σκοπεύει νὰ λάβῃ διαζύγιον ἀπὸ τὸν Φρὰνκ Σινάτρα καὶ ὅτι προτιμᾷ νὰ ζῇ εἰς τὴν Ἱσπανίαν παρὰ εἰς τὸ Χόλλυγουντ. — [1180, 1176, 1580, 1228]
rents-text: ΑΘΗΝΑΙ, 14. Ὁ ὑπουργὸς Δικαιοσύνης κ. Παπακωνσταντίνου συνεργάσθη σήμερον διὰ τὸ νέον ἐνοικιοστάσιον, τὸ ὁποῖον θὰ προβλέπῃ αὔξησιν τῶν ἐνοικίων τῶν καταστημάτων μεγαλυτέραν τῶν 20%. Ἡ αὔξησις θὰ εἶναι κλιμακωτὴ ἀναλόγως τοῦ χρόνου τῆς συμβάσεως. Διὰ τὰς κατοικίας ἡ αὔξησις θὰ εἶναι μικροτέρα. Τὸ νομοσχέδιον θὰ κατατεθῇ εἰς τὴν Βουλὴν ἐντὸς τῶν ἡμερῶν. ΔΙΑΜΑΡΤΥΡΙΑΙ ΕΠΑΓΓΕΛΜΑΤΙΩΝ ΑΘΗΝΑΙ, 14. Ἀντιπροσωπεία τῶν ἐπαγγελματιῶν καὶ βιοτεχνῶν τῆς πρωτευούσης ἐπεσκέφθη τὸν ὑπουργὸν Ἐμπορίου καὶ διεμαρτυρήθη διὰ τὴν αὔξησιν τῶν ἐνοικίων. — [1180, 560, 1375, 778]
dateline: ΑΘΗΝΑΙ, 14. — [1190, 560, 1248, 572]
society-section — [6, 151, 199, 248]
signature: Μάρθα Καρανικόλα — [503, 1951, 582, 1963]
divider — [593, 297, 1168, 298]
soviet-loan-text: ΛΟΝΔΙΝΟΝ, 14. (Ἀσσ. Πρὲς). Ἡ Σοβιετικὴ κυβέρνησις ἀνεκοίνωσε τὴν ἔκδοσιν νέου ἐσωτερικοῦ δανείου, ὕψους 260.000.000 ῥουβλίων, διὰ λαχειοφόρων ὁμολογιῶν. Τὸ δάνειον προορίζεται διὰ τὴν χρηματοδότησιν τοῦ πενταετοῦς προγράμματος βιομηχανικῆς ἀναπτύξεως. — [210, 1573, 582, 1626]
signature: Γ. Ν. ΔΡΟΣΟΣ — [1105, 1206, 1168, 1218]
dateline: ΒΑΣΙΓΚΤΩΝ, 14. (Ρώυτερ). — [1395, 943, 1525, 955]
society-section — [6, 354, 199, 438]
